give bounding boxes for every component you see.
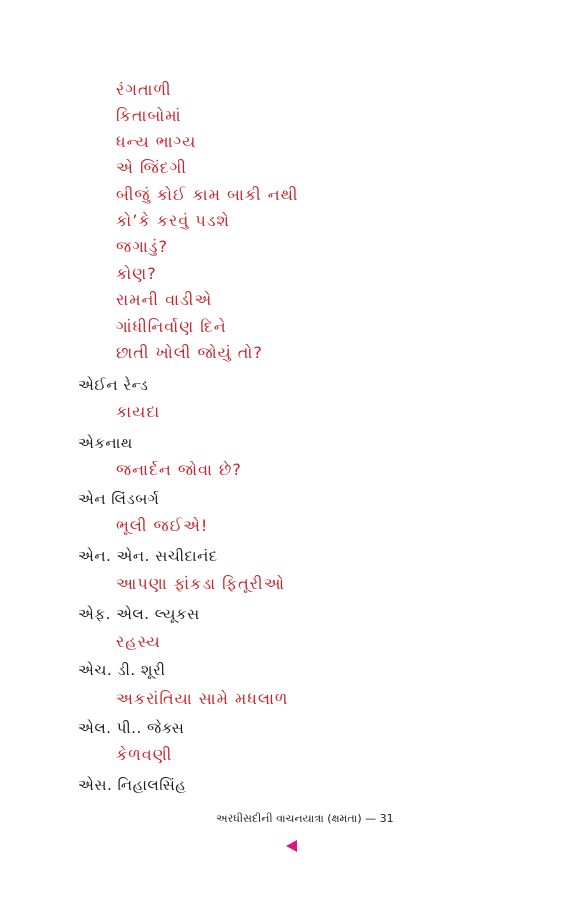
title-item: કાયદા <box>116 402 161 421</box>
author-name: એચ. ડી. શૂરી <box>78 661 166 679</box>
author-name: એસ. નિહાલસિંહ <box>78 776 187 794</box>
author-name: એફ. એલ. લ્યૂકસ <box>78 605 200 623</box>
title-item: જગાડું? <box>116 237 169 256</box>
title-item: કોણ? <box>116 264 157 283</box>
title-item: કેળવણી <box>116 745 173 764</box>
author-name: એન લિંડબર્ગ <box>78 490 160 508</box>
author-name: એકનાથ <box>78 434 133 452</box>
title-item: જનાર્દન જોવા છે? <box>116 460 242 479</box>
author-name: એન. એન. સચીદાનંદ <box>78 547 218 565</box>
title-item: છાતી ખોલી જોયું તો? <box>116 343 263 362</box>
title-item: રહસ્ય <box>116 632 161 651</box>
previous-page-arrow-icon[interactable] <box>286 840 297 852</box>
title-item: આપણા ફાંકડા ફિતૂરીઓ <box>116 574 285 593</box>
title-item: એ જિંદગી <box>116 158 187 177</box>
author-name: એલ. પી.. જેક્સ <box>78 719 185 737</box>
title-item: ભૂલી જઈએ! <box>116 516 209 535</box>
title-item: રંગતાળી <box>116 80 172 99</box>
author-name: એઈન રેન્ડ <box>78 376 149 394</box>
title-item: બીજું કોઈ કામ બાકી નથી <box>116 185 299 204</box>
title-item: ધન્ય ભાગ્ય <box>116 132 197 151</box>
page-footer: અરધીસદીની વાચનયાત્રા (ક્ષમતા) — 31 <box>216 812 394 825</box>
title-item: રામની વાડીએ <box>116 290 213 309</box>
title-item: કો’કે કરવું પડશે <box>116 211 230 230</box>
title-item: ગાંધીનિર્વાણ દિને <box>116 317 227 336</box>
title-item: કિતાબોમાં <box>116 106 182 125</box>
title-item: અકરાંતિયા સામે મધલાળ <box>116 689 289 708</box>
